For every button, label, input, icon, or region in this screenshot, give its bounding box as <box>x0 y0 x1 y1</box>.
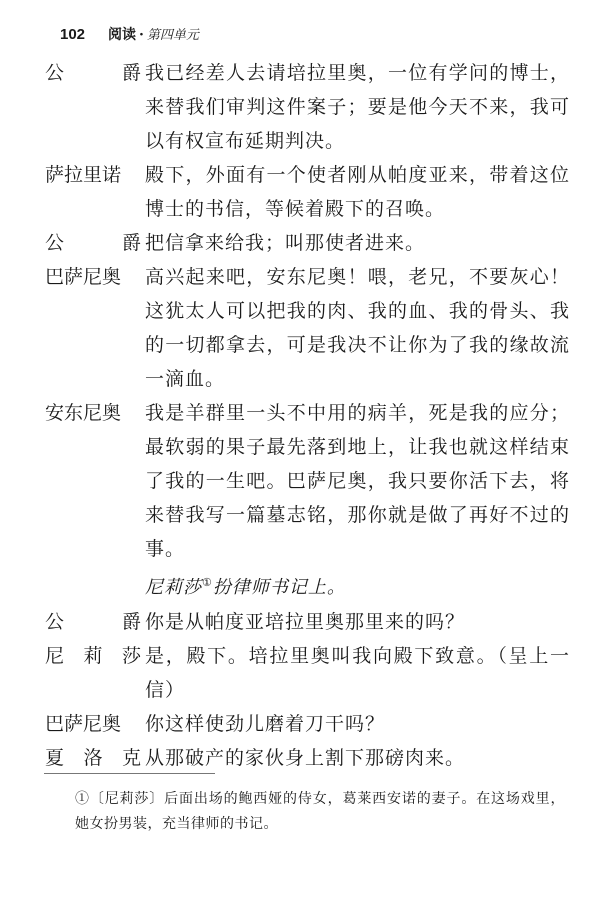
speaker-name: 公 爵 <box>45 62 141 84</box>
speech-text: 你这样使劲儿磨着刀干吗？ <box>145 713 386 735</box>
dialogue-entry <box>45 707 570 741</box>
dialogue-entry <box>45 158 570 226</box>
speech-text: 我是羊群里一头不中用的病羊，死是我的应分；最软弱的果子最先落到地上，让我也就这样结束了我的一生吧。巴萨尼奥，我只要你活下去，将来替我写一篇墓志铭，那你就是做了再好不过的事。 <box>145 402 570 560</box>
speech-text: 我已经差人去请培拉里奥，一位有学问的博士，来替我们审判这件案子；要是他今天不来，我可以有权宣布延期判决。 <box>145 62 570 152</box>
speech-text: 殿下，外面有一个使者刚从帕度亚来，带着这位博士的书信，等候着殿下的召唤。 <box>145 164 570 220</box>
speaker-name: 夏 洛 克 <box>45 747 141 769</box>
section-title: 阅读 <box>108 27 136 43</box>
dialogue-entry <box>45 56 570 158</box>
speech-text: 把信拿来给我；叫那使者进来。 <box>145 232 426 254</box>
dialogue-entry <box>45 396 570 566</box>
footnote-mark: ① <box>202 576 213 589</box>
unit-title: 第四单元 <box>146 28 199 43</box>
speech-text: 从那破产的家伙身上割下那磅肉来。 <box>145 747 466 769</box>
header-separator: · <box>139 27 144 43</box>
page-header <box>60 24 199 44</box>
speaker-name: 安东尼奥 <box>45 402 122 424</box>
dialogue-entry <box>45 741 570 775</box>
page-number: 102 <box>60 26 86 43</box>
footnote: ①〔尼莉莎〕后面出场的鲍西娅的侍女，葛莱西安诺的妻子。在这场戏里，她女扮男装，充当律师的书记。 <box>75 791 565 832</box>
speaker-name: 公 爵 <box>45 232 141 254</box>
speaker-name: 巴萨尼奥 <box>45 713 122 735</box>
dialogue-entry <box>45 226 570 260</box>
play-script <box>45 56 570 775</box>
dialogue-entry <box>45 260 570 396</box>
speech-text: 是，殿下。培拉里奥叫我向殿下致意。（呈上一信） <box>145 645 570 701</box>
speech-text: 高兴起来吧，安东尼奥！喂，老兄，不要灰心！这犹太人可以把我的肉、我的血、我的骨头、我的一切都拿去，可是我决不让你为了我的缘故流一滴血。 <box>145 266 570 390</box>
stage-action: 扮律师书记上。 <box>212 577 346 598</box>
speaker-name: 萨拉里诺 <box>45 164 122 186</box>
stage-character: 尼莉莎 <box>145 577 202 598</box>
dialogue-entry <box>45 605 570 639</box>
speaker-name: 巴萨尼奥 <box>45 266 122 288</box>
speaker-name: 尼 莉 莎 <box>45 645 141 667</box>
speaker-name: 公 爵 <box>45 611 141 633</box>
speech-text: 你是从帕度亚培拉里奥那里来的吗？ <box>145 611 466 633</box>
footnote-divider <box>44 773 215 774</box>
dialogue-entry <box>45 639 570 707</box>
stage-direction <box>45 566 570 605</box>
